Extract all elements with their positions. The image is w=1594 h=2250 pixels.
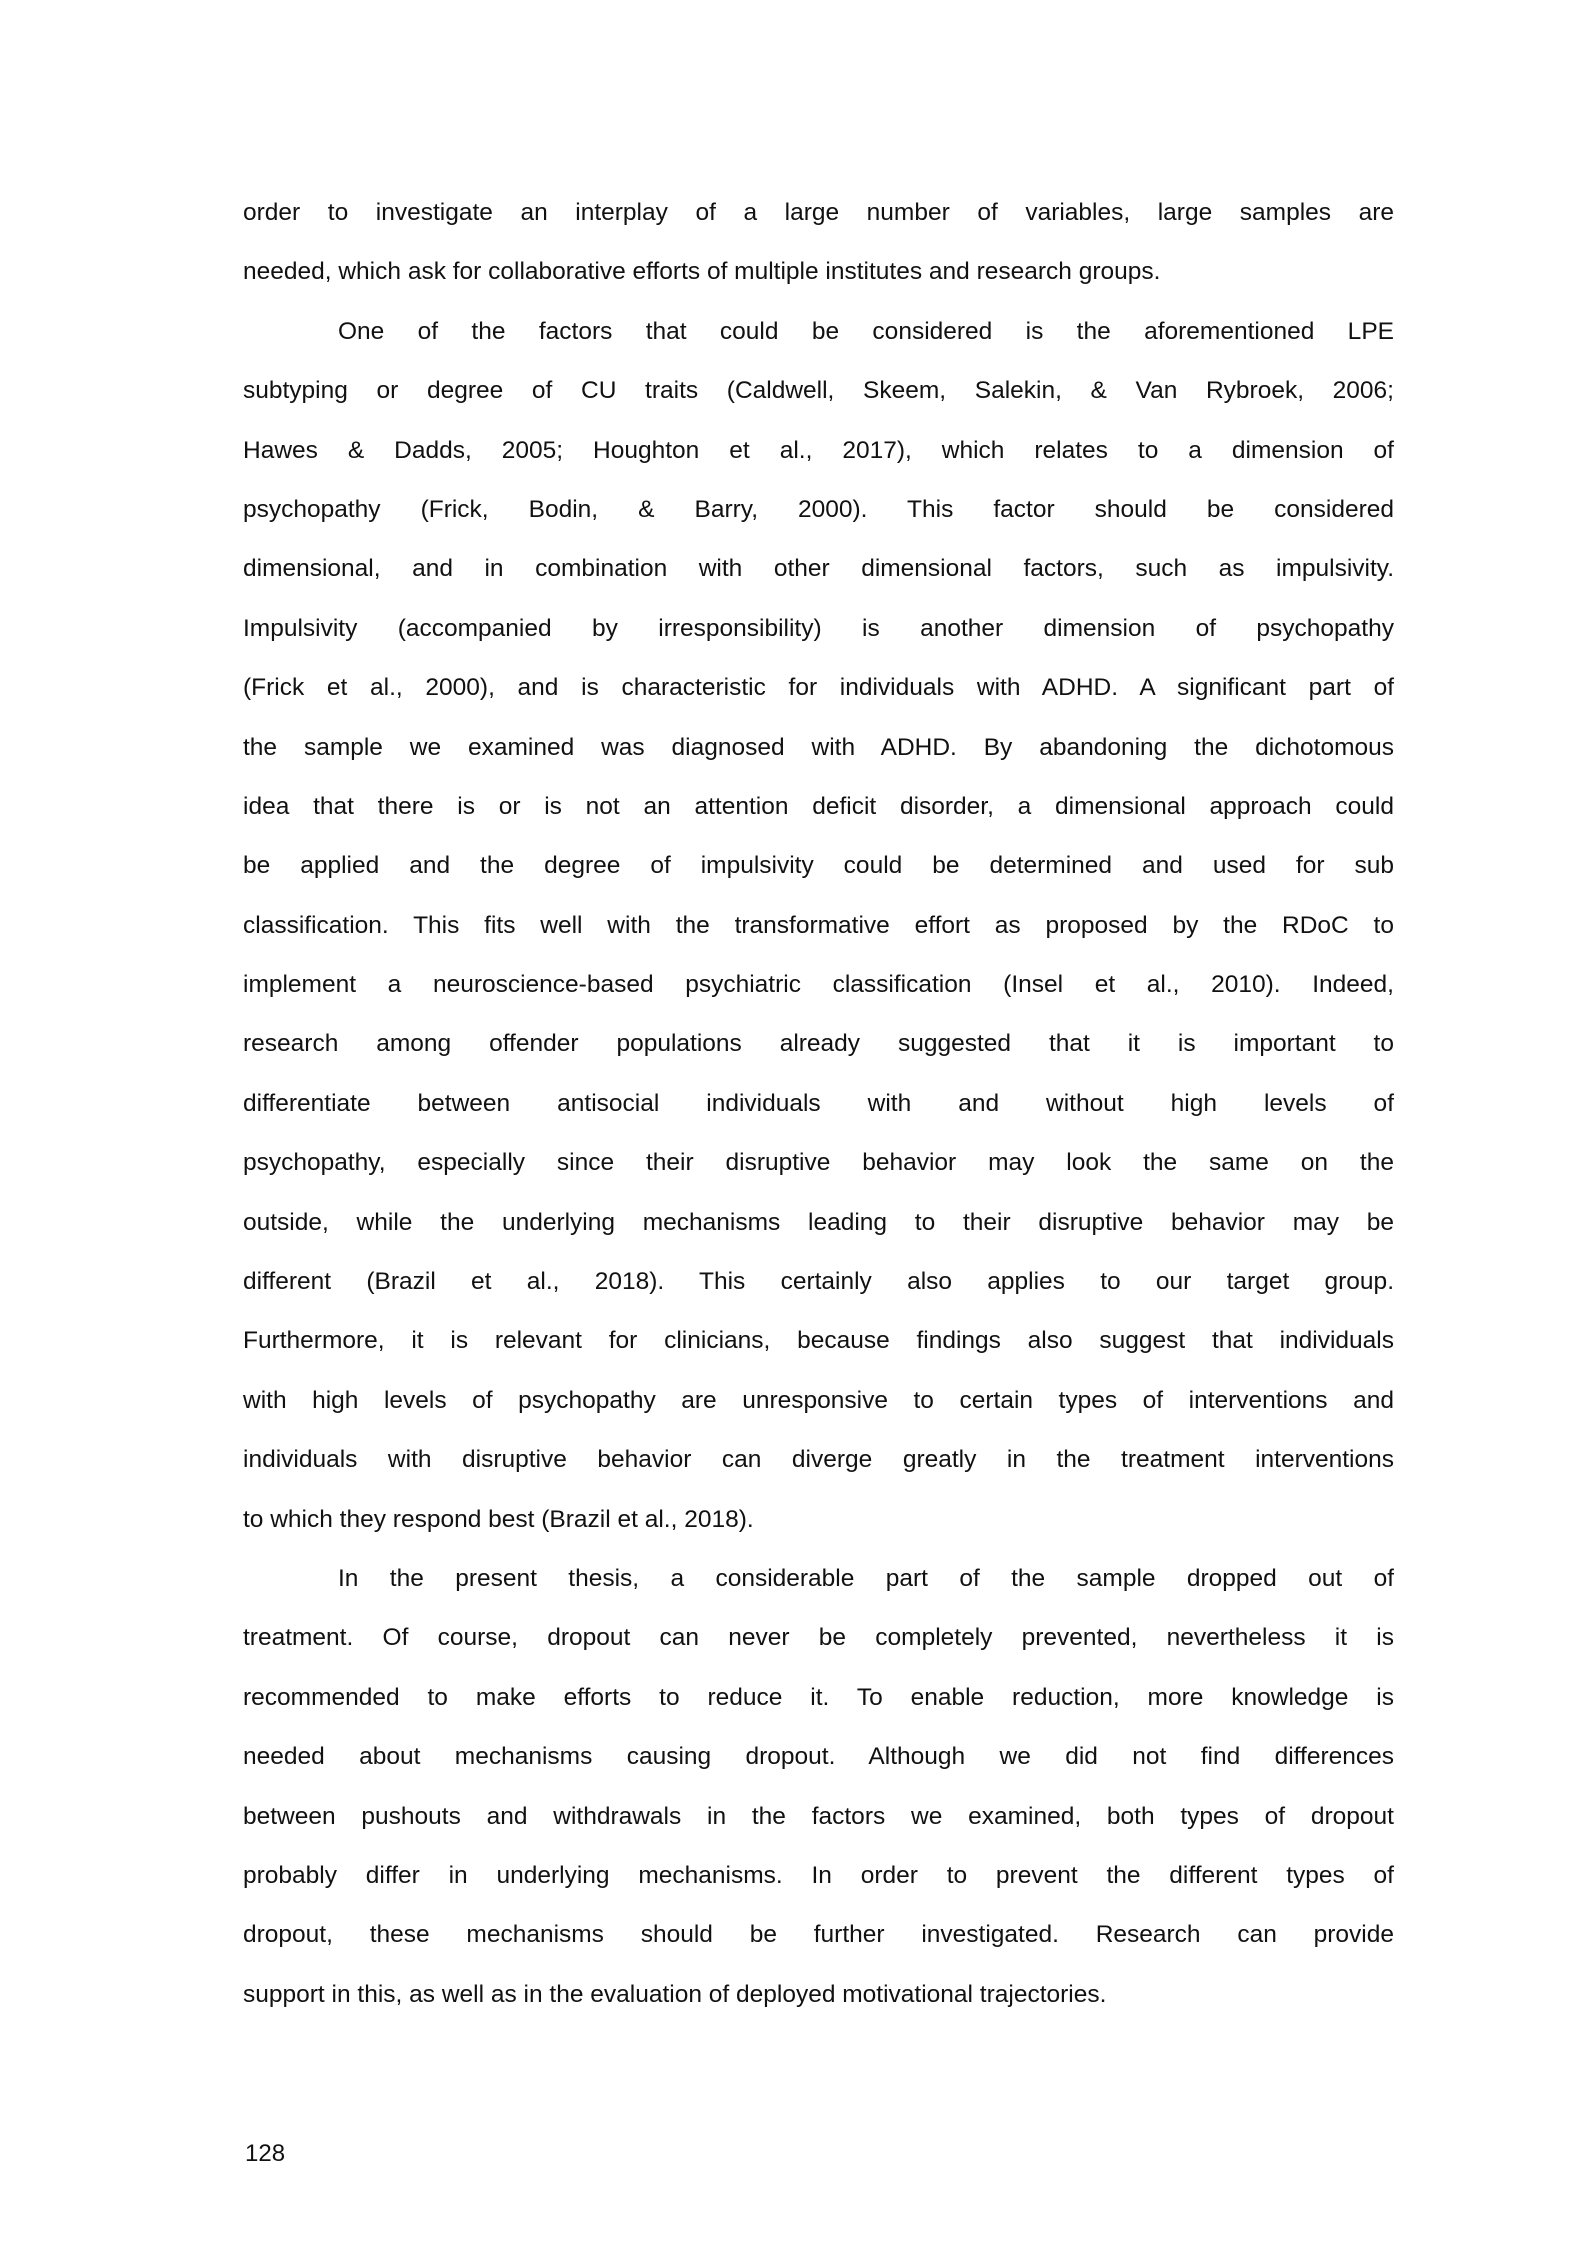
text-line: One of the factors that could be considered is the aforementioned LPE bbox=[338, 317, 1394, 345]
text-line: classification. This fits well with the transformative effort as proposed by the RDoC to bbox=[243, 911, 1394, 939]
text-line: psychopathy (Frick, Bodin, & Barry, 2000). This factor should be considered bbox=[243, 495, 1394, 523]
text-line: outside, while the underlying mechanisms leading to their disruptive behavior may be bbox=[243, 1208, 1394, 1236]
text-line: Impulsivity (accompanied by irresponsibility) is another dimension of psychopathy bbox=[243, 614, 1394, 642]
text-line: differentiate between antisocial individuals with and without high levels of bbox=[243, 1089, 1394, 1117]
text-line: with high levels of psychopathy are unresponsive to certain types of interventions and bbox=[243, 1386, 1394, 1414]
text-line: subtyping or degree of CU traits (Caldwell, Skeem, Salekin, & Van Rybroek, 2006; bbox=[243, 377, 1394, 405]
text-line: dropout, these mechanisms should be further investigated. Research can provide bbox=[243, 1921, 1394, 1949]
text-line: needed, which ask for collaborative efforts of multiple institutes and research groups. bbox=[243, 258, 1161, 286]
page-number: 128 bbox=[245, 2140, 286, 2167]
text-line: Hawes & Dadds, 2005; Houghton et al., 2017), which relates to a dimension of bbox=[243, 436, 1394, 464]
text-line: between pushouts and withdrawals in the factors we examined, both types of dropout bbox=[243, 1802, 1394, 1830]
text-line: dimensional, and in combination with other dimensional factors, such as impulsivity. bbox=[243, 555, 1394, 583]
text-line: order to investigate an interplay of a large number of variables, large samples are bbox=[243, 199, 1394, 226]
text-line: implement a neuroscience-based psychiatric classification (Insel et al., 2010). Indeed, bbox=[243, 971, 1394, 999]
text-line: In the present thesis, a considerable part of the sample dropped out of bbox=[338, 1564, 1394, 1592]
text-line: idea that there is or is not an attention deficit disorder, a dimensional approach could bbox=[243, 792, 1394, 820]
body-text bbox=[243, 183, 1394, 2024]
text-line: treatment. Of course, dropout can never be completely prevented, nevertheless it is bbox=[243, 1624, 1394, 1652]
text-line: needed about mechanisms causing dropout. Although we did not find differences bbox=[243, 1743, 1394, 1771]
text-line: individuals with disruptive behavior can diverge greatly in the treatment interventions bbox=[243, 1446, 1394, 1474]
text-line: be applied and the degree of impulsivity could be determined and used for sub bbox=[243, 852, 1394, 880]
paragraph bbox=[243, 302, 1394, 1549]
text-line: different (Brazil et al., 2018). This certainly also applies to our target group. bbox=[243, 1268, 1394, 1296]
paragraph bbox=[243, 1549, 1394, 2024]
text-line: Furthermore, it is relevant for clinicians, because findings also suggest that individuals bbox=[243, 1327, 1394, 1355]
text-line: to which they respond best (Brazil et al., 2018). bbox=[243, 1505, 754, 1533]
text-line: (Frick et al., 2000), and is characteristic for individuals with ADHD. A significant part of bbox=[243, 674, 1394, 702]
text-line: psychopathy, especially since their disruptive behavior may look the same on the bbox=[243, 1149, 1394, 1177]
text-line: the sample we examined was diagnosed with ADHD. By abandoning the dichotomous bbox=[243, 733, 1394, 761]
text-line: support in this, as well as in the evaluation of deployed motivational trajectories. bbox=[243, 1980, 1107, 2008]
text-line: probably differ in underlying mechanisms. In order to prevent the different types of bbox=[243, 1861, 1394, 1889]
paragraph bbox=[243, 183, 1394, 302]
text-line: recommended to make efforts to reduce it. To enable reduction, more knowledge is bbox=[243, 1683, 1394, 1711]
text-line: research among offender populations already suggested that it is important to bbox=[243, 1030, 1394, 1058]
